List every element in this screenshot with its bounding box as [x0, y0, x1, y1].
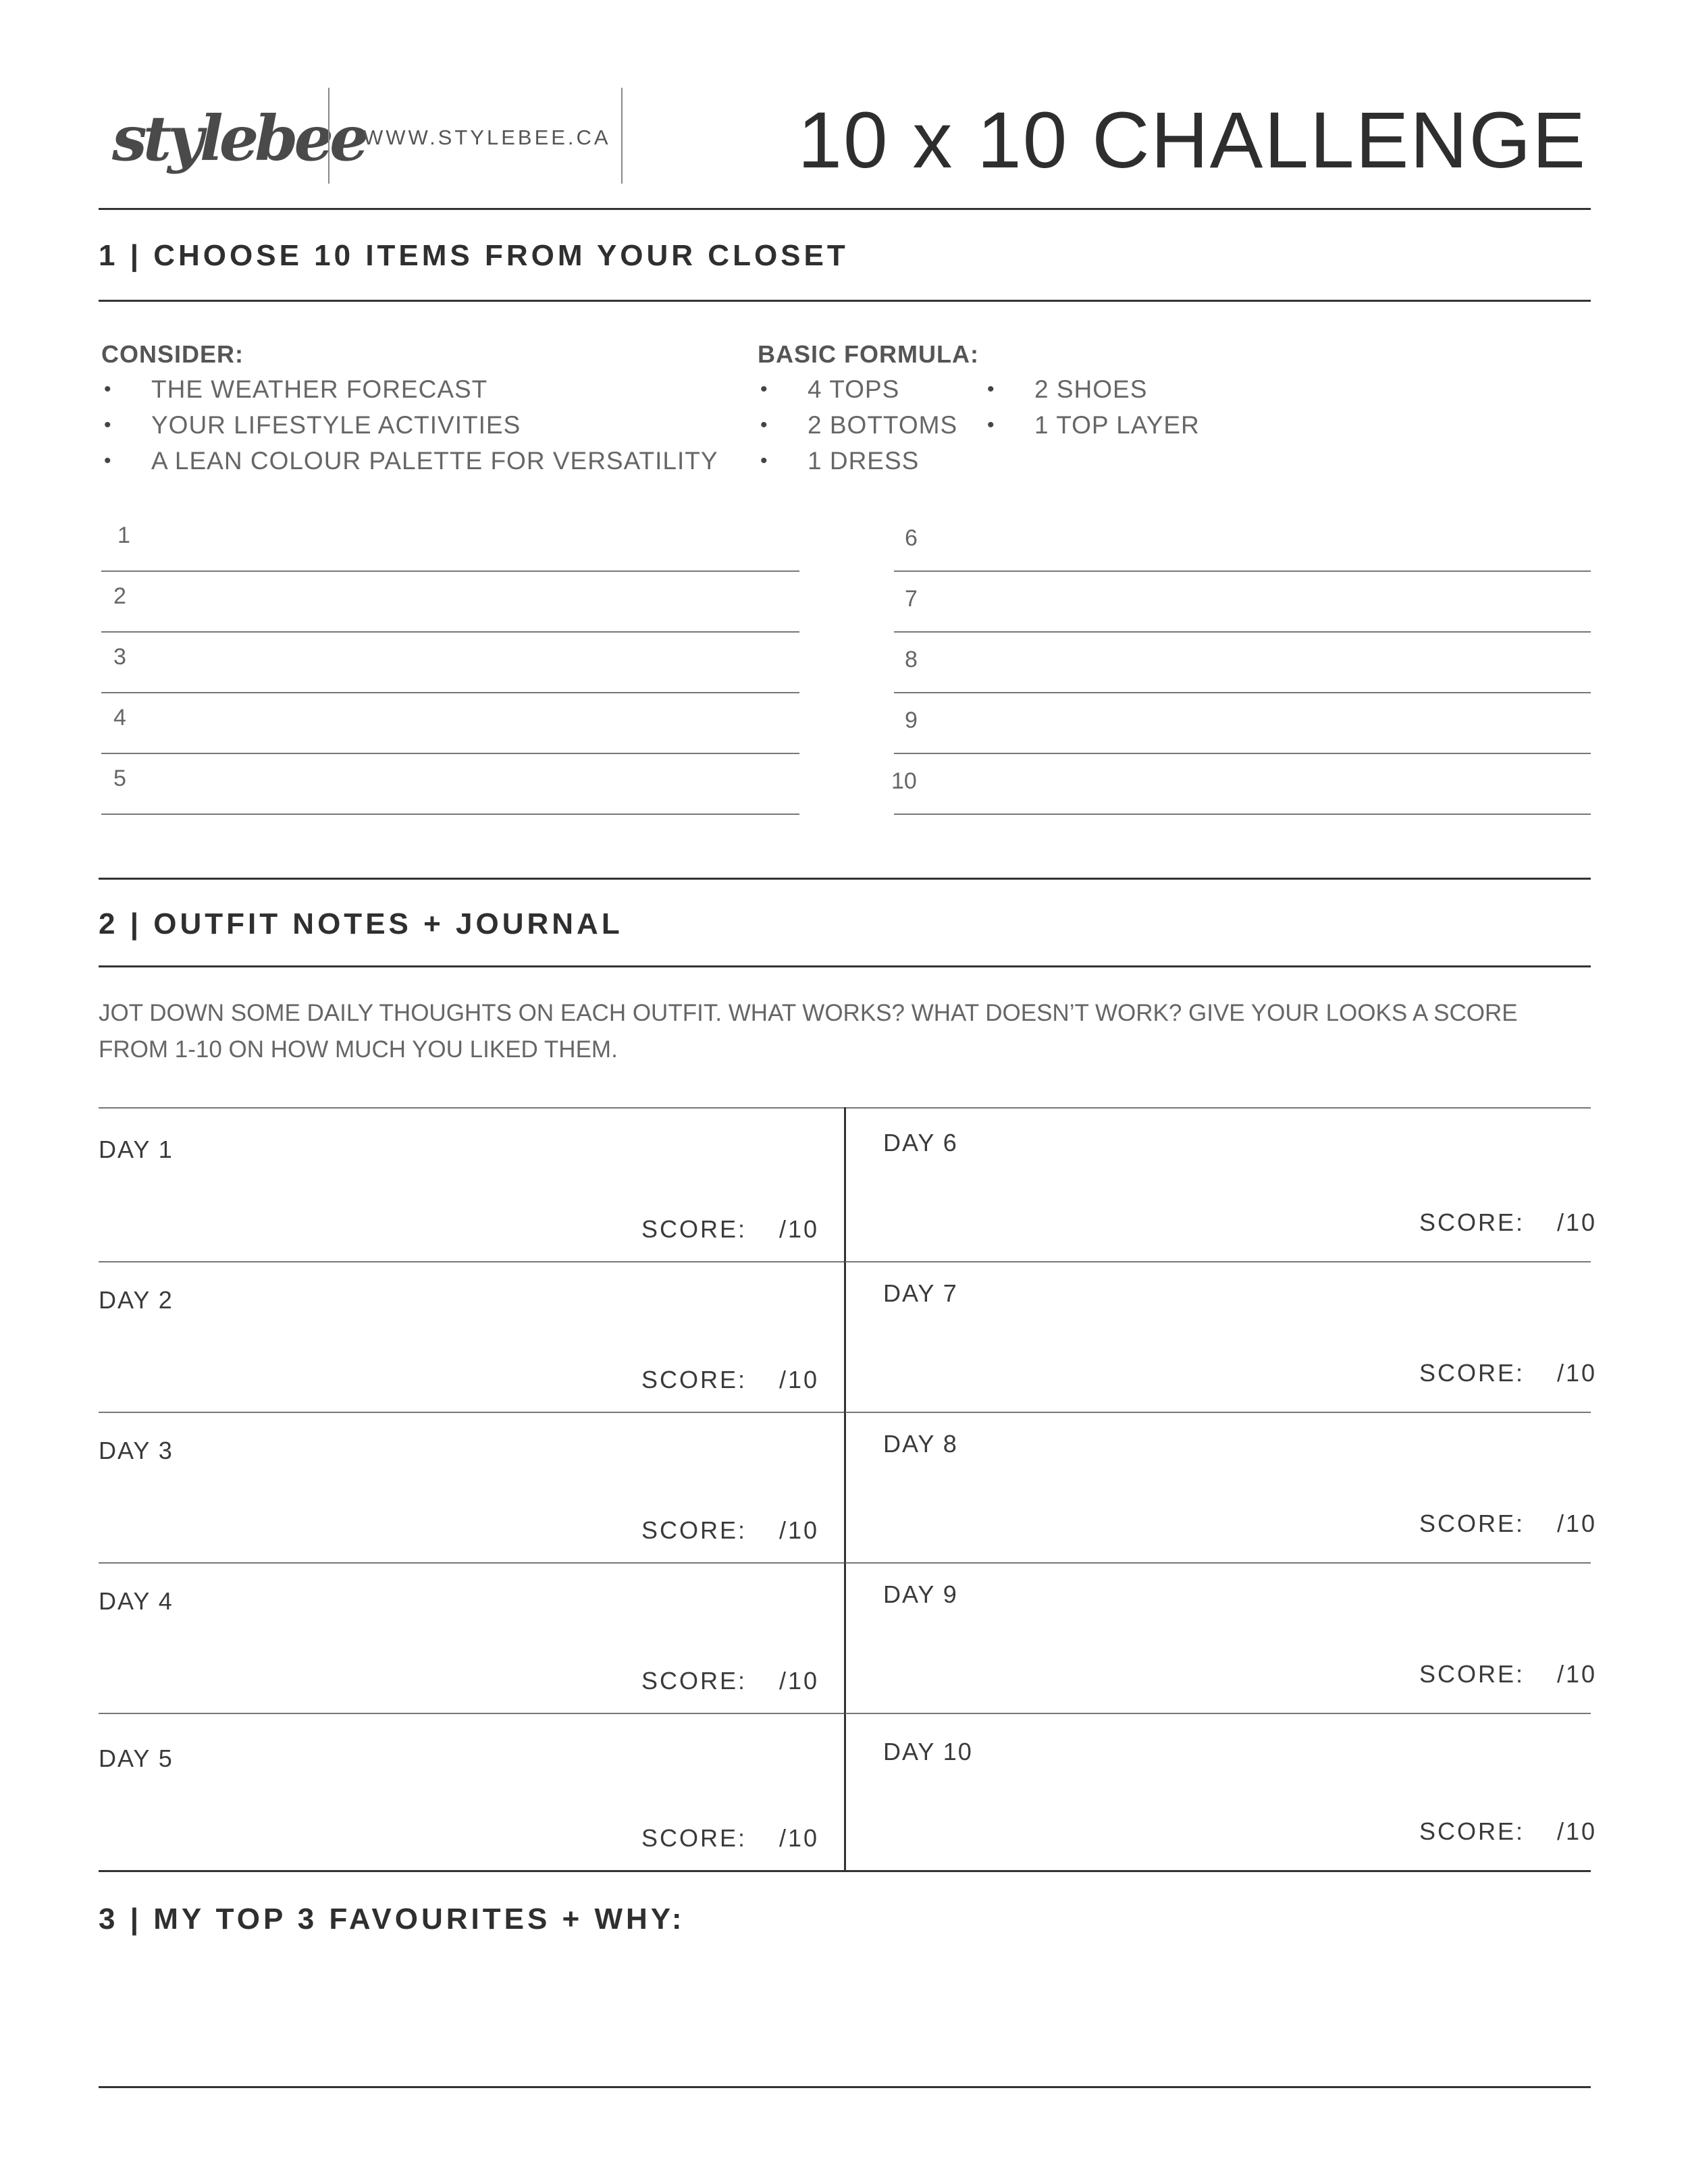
score-label: SCORE:	[1419, 1660, 1525, 1688]
day-5-score[interactable]	[641, 1824, 819, 1853]
item-line-6[interactable]	[894, 570, 1591, 572]
consider-list	[101, 371, 718, 479]
website-url[interactable]: WWW.STYLEBEE.CA	[363, 126, 611, 149]
day-4-label: DAY 4	[99, 1587, 174, 1615]
day-3-score[interactable]	[641, 1516, 819, 1545]
section2-top-rule	[99, 878, 1591, 880]
score-max: /10	[1557, 1359, 1598, 1387]
score-max: /10	[1557, 1817, 1598, 1845]
header-divider-right	[621, 88, 623, 184]
day-rule	[845, 1562, 1591, 1564]
header-divider-left	[328, 88, 329, 184]
score-max: /10	[779, 1824, 820, 1852]
score-label: SCORE:	[641, 1516, 747, 1544]
svg-text:stylebee: stylebee	[112, 102, 365, 175]
consider-item: • A LEAN COLOUR PALETTE FOR VERSATILITY	[101, 443, 718, 479]
day-9-score[interactable]	[1419, 1660, 1597, 1688]
journal-bottom-rule	[99, 1870, 1591, 1872]
day-10-label: DAY 10	[883, 1738, 973, 1765]
item-line-7[interactable]	[894, 631, 1591, 633]
day-6-score[interactable]	[1419, 1208, 1597, 1237]
score-max: /10	[1557, 1208, 1598, 1236]
day-8-label: DAY 8	[883, 1430, 958, 1458]
item-line-3[interactable]	[101, 692, 799, 693]
score-label: SCORE:	[641, 1366, 747, 1393]
item-line-2[interactable]	[101, 631, 799, 633]
day-rule	[99, 1261, 844, 1262]
item-number: 1	[117, 523, 130, 548]
score-label: SCORE:	[1419, 1208, 1525, 1236]
section3-bottom-rule[interactable]	[99, 2086, 1591, 2088]
section2-bottom-rule	[99, 965, 1591, 967]
formula-item: • 1 TOP LAYER	[984, 407, 1200, 443]
item-line-4[interactable]	[101, 753, 799, 754]
item-number: 6	[905, 525, 918, 551]
item-number: 2	[113, 583, 126, 609]
item-number: 10	[891, 768, 917, 794]
item-line-1[interactable]	[101, 570, 799, 572]
section1-top-rule	[99, 208, 1591, 210]
score-max: /10	[779, 1215, 820, 1243]
item-number: 3	[113, 644, 126, 670]
day-4-score[interactable]	[641, 1667, 819, 1695]
score-max: /10	[779, 1516, 820, 1544]
day-6-label: DAY 6	[883, 1129, 958, 1156]
day-10-score[interactable]	[1419, 1817, 1597, 1846]
section1-heading: 1 | CHOOSE 10 ITEMS FROM YOUR CLOSET	[99, 239, 849, 272]
day-rule	[99, 1713, 844, 1714]
score-label: SCORE:	[1419, 1817, 1525, 1845]
day-2-score[interactable]	[641, 1366, 819, 1394]
consider-item: • YOUR LIFESTYLE ACTIVITIES	[101, 407, 718, 443]
item-number: 7	[905, 586, 918, 612]
formula-label: BASIC FORMULA:	[758, 340, 979, 368]
score-label: SCORE:	[641, 1667, 747, 1695]
item-number: 4	[113, 705, 126, 730]
score-label: SCORE:	[1419, 1510, 1525, 1537]
item-number: 8	[905, 647, 918, 672]
section3-heading: 3 | MY TOP 3 FAVOURITES + WHY:	[99, 1902, 685, 1936]
consider-label: CONSIDER:	[101, 340, 244, 368]
day-5-label: DAY 5	[99, 1744, 174, 1772]
day-1-label: DAY 1	[99, 1136, 174, 1163]
formula-item: • 2 SHOES	[984, 371, 1200, 407]
day-7-label: DAY 7	[883, 1279, 958, 1307]
item-number: 5	[113, 766, 126, 791]
formula-item: • 2 BOTTOMS	[758, 407, 957, 443]
day-7-score[interactable]	[1419, 1359, 1597, 1387]
score-max: /10	[1557, 1510, 1598, 1537]
score-max: /10	[779, 1366, 820, 1393]
score-label: SCORE:	[1419, 1359, 1525, 1387]
day-rule	[845, 1412, 1591, 1413]
formula-item: • 1 DRESS	[758, 443, 957, 479]
day-rule	[99, 1562, 844, 1564]
item-number: 9	[905, 708, 918, 733]
formula-item: • 4 TOPS	[758, 371, 957, 407]
day-1-score[interactable]	[641, 1215, 819, 1244]
item-line-8[interactable]	[894, 692, 1591, 693]
score-label: SCORE:	[641, 1824, 747, 1852]
day-8-score[interactable]	[1419, 1510, 1597, 1538]
section1-bottom-rule	[99, 300, 1591, 302]
stylebee-logo-mark	[107, 84, 365, 192]
score-label: SCORE:	[641, 1215, 747, 1243]
day-rule	[99, 1412, 844, 1413]
day-2-label: DAY 2	[99, 1286, 174, 1314]
day-rule	[845, 1261, 1591, 1262]
day-rule	[845, 1713, 1591, 1714]
day-3-label: DAY 3	[99, 1437, 174, 1464]
section2-heading: 2 | OUTFIT NOTES + JOURNAL	[99, 907, 623, 940]
item-line-10[interactable]	[894, 814, 1591, 815]
journal-center-divider	[844, 1107, 846, 1870]
item-line-9[interactable]	[894, 753, 1591, 754]
score-max: /10	[779, 1667, 820, 1695]
stylebee-logo	[107, 84, 365, 192]
item-line-5[interactable]	[101, 814, 799, 815]
journal-instructions: JOT DOWN SOME DAILY THOUGHTS ON EACH OUTFIT. WHAT WORKS? WHAT DOESN’T WORK? GIVE YOUR LOOKS A SCORE FROM 1-10 ON HOW MUCH YOU LIKED THEM.	[99, 1000, 1518, 1063]
score-max: /10	[1557, 1660, 1598, 1688]
consider-item: • THE WEATHER FORECAST	[101, 371, 718, 407]
formula-list-1	[758, 371, 957, 479]
page-title: 10 x 10 CHALLENGE	[797, 96, 1587, 185]
formula-list-2	[984, 371, 1200, 443]
day-9-label: DAY 9	[883, 1580, 958, 1608]
